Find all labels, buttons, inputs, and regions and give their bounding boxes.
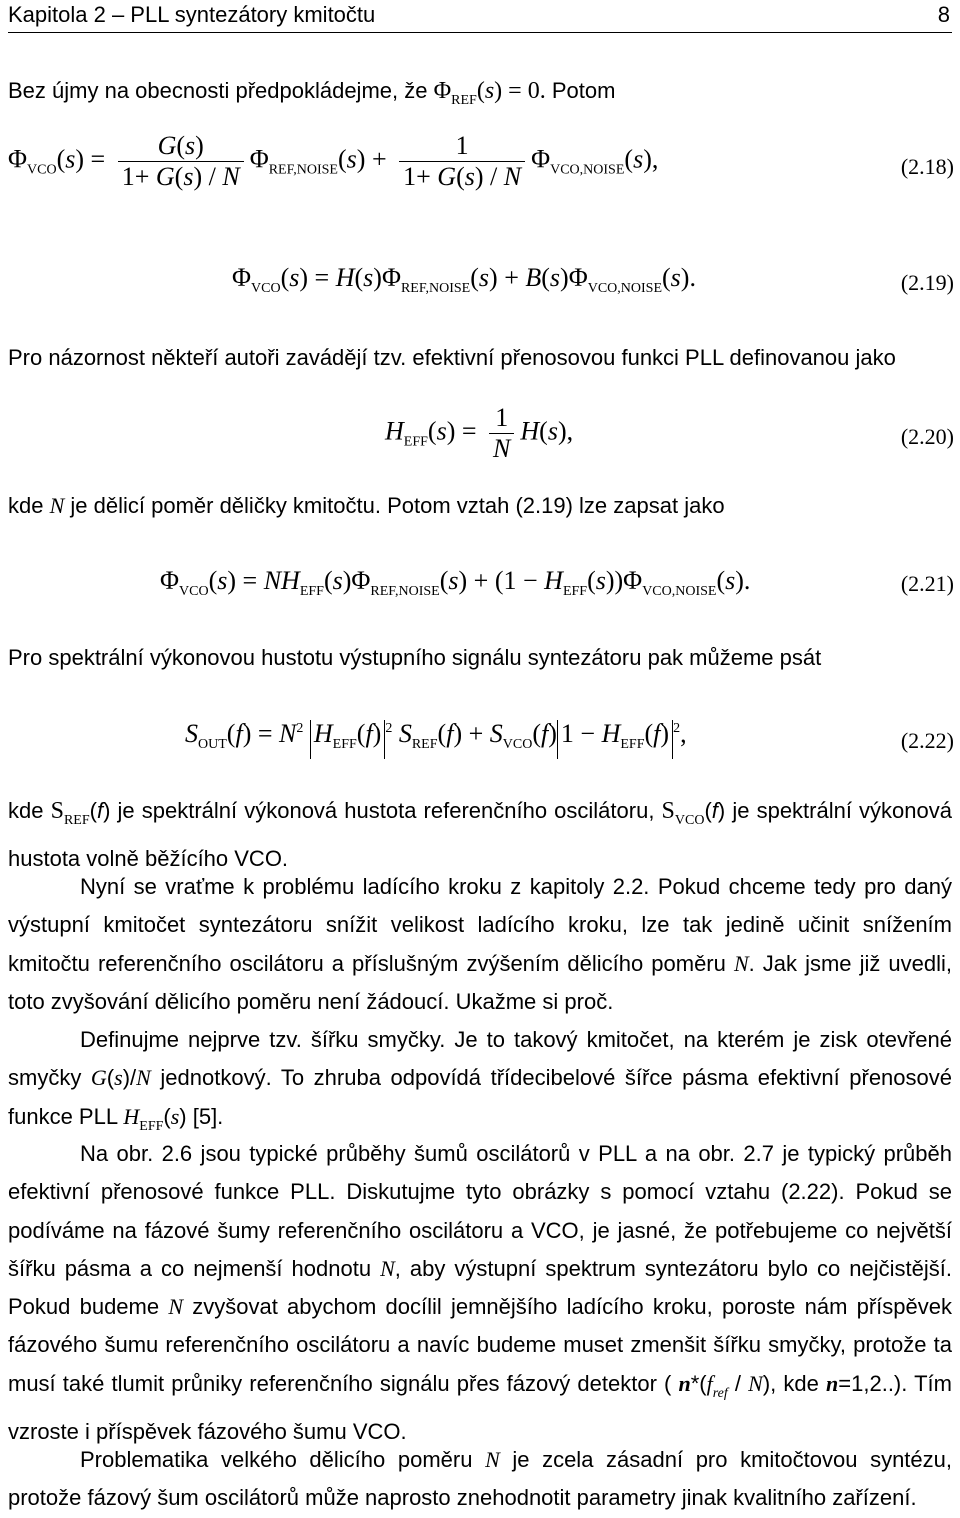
text-before-2-20: Pro názornost někteří autoři zavádějí tzv. efektivní přenosovou funkci PLL definovanou jako — [8, 345, 896, 370]
equation-number-2-19: (2.19) — [900, 270, 954, 295]
paragraph-2: Nyní se vraťme k problému ladícího kroku z kapitoly 2.2. Pokud chceme tedy pro daný výstupní kmitočet syntezátoru snížit velikost ladícího kroku, lze tak jedině učinit snížením kmitočtu referenčního oscilátoru a příslušným zvýšením dělicího poměru N. Jak jsme již uvedli, toto zvyšování dělicího poměru není žádoucí. Ukažme si proč. — [8, 874, 952, 1014]
intro-text: Bez újmy na obecnosti předpokládejme, že — [8, 78, 428, 103]
equation-2-18: $\Phi_{VCO}(s)$ = $\frac{G(s)}{1+ G(s) / N}$ $\Phi_{REF,NOISE}(s)$ + $\frac{1}{1+ G(s) / N}$ $\Phi_{VCO,NOISE}(s)$, — [8, 131, 659, 191]
paragraph-1: kde $S_{REF}(f)$ je spektrální výkonová hustota referenčního oscilátoru, $S_{VCO}(f)$ je spektrální výkonová hustota volně běžícího VCO. — [8, 798, 953, 872]
paragraph-5: Problematika velkého dělicího poměru N je zcela zásadní pro kmitočtovou syntézu, protože fázový šum oscilátorů může naprosto znehodnotit parametry jinak kvalitního zařízení. — [8, 1447, 953, 1511]
page-number: 8 — [937, 2, 950, 27]
page-header — [8, 0, 952, 33]
intro-line — [8, 78, 615, 109]
equation-number-2-21: (2.21) — [900, 571, 954, 596]
paragraph-4: Na obr. 2.6 jsou typické průběhy šumů oscilátorů v PLL a na obr. 2.7 je typický průběh efektivní přenosové funkce PLL. Diskutujme tyto obrázky s pomocí vztahu (2.22). Pokud se podíváme na fázové šumy referenčního oscilátoru a VCO, je jasné, že potřebujeme co největší šířku pásma a co nejmenší hodnotu N, aby výstupní spektrum syntezátoru bylo co nejčistější. Pokud budeme N zvyšovat abychom docílil jemnějšího ladícího kroku, poroste nám příspěvek fázového šumu referenčního oscilátoru a navíc budeme muset zmenšit šířku smyčky, protože ta musí také tlumit průniky referenčního signálu přes fázový detektor ( $n*(f_{ref} / N)$, kde n=1,2..). Tím vzroste i příspěvek fázového šumu VCO. — [8, 1141, 952, 1445]
equation-2-19: $\Phi_{VCO}(s) = H(s)\Phi_{REF,NOISE}(s) + B(s)\Phi_{VCO,NOISE}(s)$. — [232, 263, 696, 296]
text-before-2-21: kde N je dělicí poměr děličky kmitočtu. Potom vztah (2.19) lze zapsat jako — [8, 493, 725, 518]
equation-number-2-18: (2.18) — [900, 154, 954, 179]
equation-number-2-20: (2.20) — [900, 424, 954, 449]
text-before-2-22: Pro spektrální výkonovou hustotu výstupního signálu syntezátoru pak můžeme psát — [8, 645, 822, 670]
intro-condition: $\Phi_{REF}(s) = 0$. — [433, 78, 546, 108]
equation-2-22: $S_{OUT}(f) = N^2$ $H_{EFF}(f)$ $^2$ $S_{REF}(f) + S_{VCO}(f) 1 - H_{EFF}(f)$ $^2$, — [185, 720, 687, 759]
chapter-title: Kapitola 2 – PLL syntezátory kmitočtu — [8, 2, 376, 27]
equation-2-20: $H_{EFF}(s)$ = $\frac{1}{N}$ H(s), — [385, 403, 574, 463]
intro-tail: Potom — [551, 78, 616, 103]
equation-2-21: $\Phi_{VCO}(s) = NH_{EFF}(s)\Phi_{REF,NOISE}(s) + (1 - H_{EFF}(s))\Phi_{VCO,NOISE}(s)$. — [160, 566, 751, 599]
equation-number-2-22: (2.22) — [900, 728, 954, 753]
paragraph-3: Definujme nejprve tzv. šířku smyčky. Je to takový kmitočet, na kterém je zisk otevřené smyčky G(s)/N jednotkový. To zhruba odpovídá třídecibelové šířce pásma efektivní přenosové funkce PLL $H_{EFF}(s)$ [5]. — [8, 1027, 952, 1134]
